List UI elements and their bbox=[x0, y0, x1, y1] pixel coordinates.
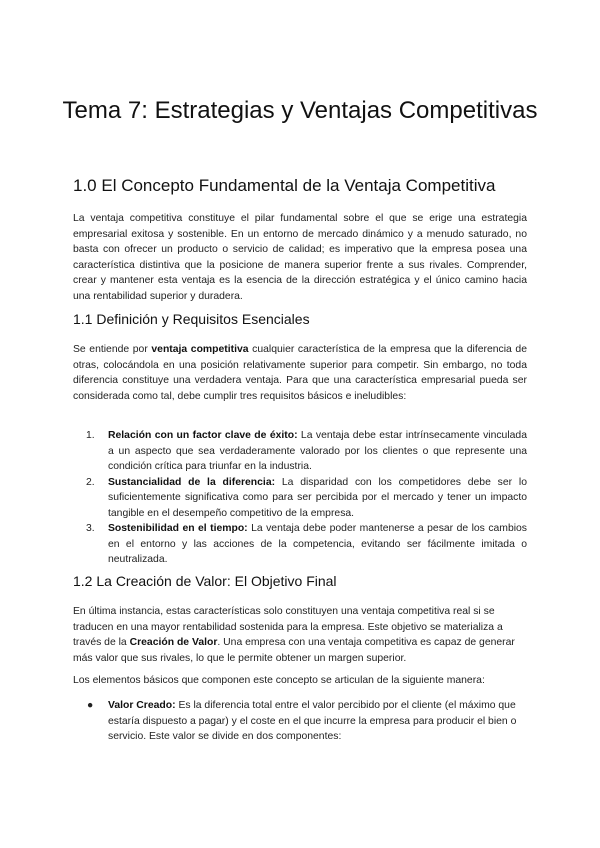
paragraph-text: En última instancia, estas características solo constituyen una ventaja competitiva real si se traducen en una mayor rentabilidad sostenida para la empresa. Este objetivo se materializa a través de la bbox=[73, 606, 503, 648]
section-heading-1-1: 1.1 Definición y Requisitos Esenciales bbox=[73, 311, 310, 327]
requisitos-list bbox=[73, 428, 527, 568]
list-item bbox=[73, 521, 527, 568]
list-item bbox=[73, 475, 527, 522]
list-number: 3. bbox=[86, 523, 95, 534]
elementos-list bbox=[73, 698, 527, 745]
list-number: 1. bbox=[86, 430, 95, 441]
list-item-text: La ventaja debe poder mantenerse a pesar de los cambios en el entorno y las acciones de la competencia, evitando ser fácilmente imitada o neutralizada. bbox=[108, 523, 528, 565]
section-1-1-paragraph bbox=[73, 342, 527, 404]
bullet-item-bold: Valor Creado: bbox=[108, 700, 176, 711]
bullet-item bbox=[73, 698, 527, 745]
list-item-bold: Sustancialidad de la diferencia: bbox=[108, 476, 276, 488]
bullet-item-text: Es la diferencia total entre el valor percibido por el cliente (el máximo que estaría dispuesto a pagar) y el coste en el que incurre la empresa para producir el bien o servicio. Este valor se divide en dos componentes: bbox=[108, 700, 517, 742]
section-heading-1-0: 1.0 El Concepto Fundamental de la Ventaja Competitiva bbox=[73, 176, 496, 195]
bullet-icon: ● bbox=[87, 700, 94, 711]
list-item-bold: Sostenibilidad en el tiempo: bbox=[108, 523, 248, 534]
list-item-text: La disparidad con los competidores debe ser lo suficientemente significativa como para ser percibida por el mercado y tener un impacto tangible en el desempeño competitivo de la empresa. bbox=[108, 476, 527, 519]
list-item bbox=[73, 428, 527, 475]
section-1-2-paragraph-2: Los elementos básicos que componen este concepto se articulan de la siguiente manera: bbox=[73, 675, 485, 686]
section-1-0-paragraph: La ventaja competitiva constituye el pilar fundamental sobre el que se erige una estrategia empresarial exitosa y sostenible. En un entorno de mercado dinámico y a menudo saturado, no basta con ofrecer un producto o servicio de calidad; es imperativo que la empresa posea una característica distintiva que la posicione de manera superior frente a sus rivales. Comprender, crear y mantener esta ventaja es la esencia de la dirección estratégica y el único camino hacia una rentabilidad superior y duradera. bbox=[73, 213, 527, 302]
paragraph-bold-term: ventaja competitiva bbox=[151, 344, 249, 355]
section-heading-1-2: 1.2 La Creación de Valor: El Objetivo Final bbox=[73, 573, 337, 589]
section-1-2-paragraph bbox=[73, 604, 527, 666]
list-item-bold: Relación con un factor clave de éxito: bbox=[108, 430, 298, 441]
paragraph-text: . Una empresa con una ventaja competitiva es capaz de generar más valor que sus rivales, lo que le permite obtener un margen superior. bbox=[73, 637, 515, 664]
paragraph-text: Se entiende por bbox=[73, 344, 152, 355]
paragraph-text: cualquier característica de la empresa que la diferencia de otras, colocándola en una posición relativamente superior para competir. Sin embargo, no toda diferencia constituye una verdadera ventaja. Para que una característica empresarial pueda ser considerada como tal, debe cumplir tres requisitos básicos e ineludibles: bbox=[73, 344, 527, 402]
list-number: 2. bbox=[86, 476, 95, 488]
document-title: Tema 7: Estrategias y Ventajas Competitivas bbox=[62, 97, 538, 124]
paragraph-bold-term: Creación de Valor bbox=[129, 637, 218, 648]
list-item-text: La ventaja debe estar intrínsecamente vinculada a un aspecto que sea verdaderamente valorado por los clientes o que represente una condición crítica para triunfar en la industria. bbox=[108, 430, 527, 472]
